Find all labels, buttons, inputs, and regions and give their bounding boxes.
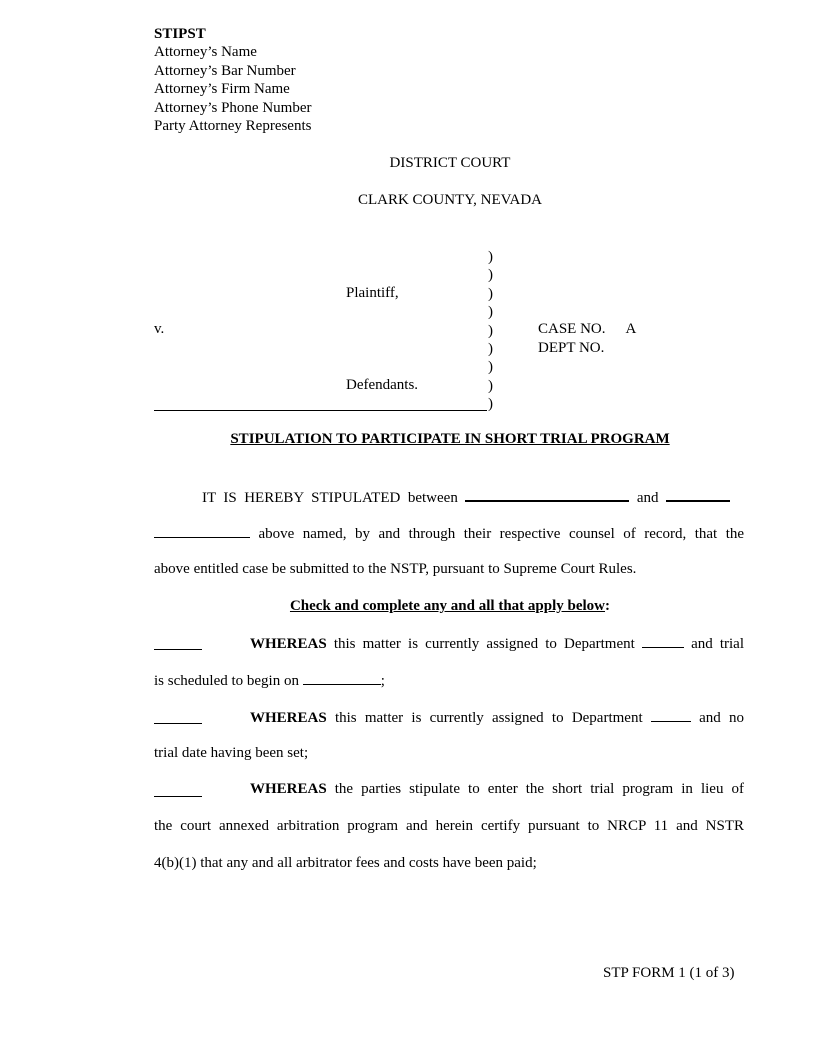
whereas-2-line-2: trial date having been set;	[154, 745, 309, 761]
case-number-prefix: A	[625, 321, 637, 337]
whereas-1-text-a: this matter is currently assigned to Department	[333, 636, 635, 652]
party-one-blank[interactable]	[465, 486, 629, 502]
caption-paren: )	[488, 267, 493, 284]
attorney-phone-number-field[interactable]: Attorney’s Phone Number	[154, 99, 312, 116]
court-county: CLARK COUNTY, NEVADA	[357, 192, 543, 208]
caption-paren: )	[488, 322, 493, 339]
stipulation-line-2-text: above named, by and through their respective counsel of record, that the	[258, 526, 745, 542]
caption-paren: )	[488, 340, 493, 357]
check-heading	[0, 597, 816, 615]
whereas-1-line-2	[154, 670, 385, 690]
check-heading-text: Check and complete any and all that apply below	[289, 598, 606, 614]
stipulation-intro: IT IS HEREBY STIPULATED between	[202, 490, 458, 506]
whereas-1-line-2-text: is scheduled to begin on	[154, 673, 299, 689]
whereas-2-checkbox-blank[interactable]	[154, 723, 202, 724]
versus-label: v.	[154, 321, 165, 337]
whereas-1-checkbox-blank[interactable]	[154, 649, 202, 650]
whereas-1-trial-date-blank[interactable]	[303, 670, 381, 685]
whereas-3-line-2: the court annexed arbitration program and herein certify pursuant to NRCP 11 and NSTR	[154, 818, 744, 834]
dept-number-field[interactable]	[538, 339, 604, 357]
party-two-continued-blank[interactable]	[154, 523, 250, 538]
attorney-info-block	[154, 25, 311, 135]
caption-paren: )	[488, 285, 493, 302]
form-page-label: STP FORM 1 (1 of 3)	[603, 965, 735, 981]
whereas-2-text-a: this matter is currently assigned to Department	[334, 710, 643, 726]
caption-paren-column	[488, 248, 493, 414]
whereas-3-line-3: 4(b)(1) that any and all arbitrator fees and costs have been paid;	[154, 855, 537, 871]
party-represented-field[interactable]: Party Attorney Represents	[154, 117, 312, 134]
check-heading-colon: :	[605, 598, 611, 614]
document-code: STIPST	[154, 26, 206, 42]
stipulation-line-2	[154, 523, 744, 543]
case-number-label: CASE NO.	[538, 321, 606, 337]
stipulation-line-1	[202, 486, 730, 507]
whereas-1-text-b: and trial	[691, 636, 744, 652]
whereas-2-keyword: WHEREAS	[250, 710, 327, 726]
whereas-1-department-blank[interactable]	[642, 633, 684, 648]
caption-paren: )	[488, 304, 493, 321]
court-name: DISTRICT COURT	[389, 155, 511, 171]
whereas-3-line-1	[250, 780, 744, 798]
attorney-firm-name-field[interactable]: Attorney’s Firm Name	[154, 81, 290, 98]
caption-paren: )	[488, 249, 493, 265]
whereas-3-line-1-text: the parties stipulate to enter the short trial program in lieu of	[334, 781, 745, 797]
caption-underline	[154, 410, 487, 411]
attorney-bar-number-field[interactable]: Attorney’s Bar Number	[154, 62, 296, 79]
caption-paren: )	[488, 396, 493, 413]
stipulation-and: and	[636, 490, 659, 506]
case-number-field[interactable]	[538, 320, 636, 338]
whereas-2-department-blank[interactable]	[651, 707, 691, 722]
defendants-label: Defendants.	[346, 377, 419, 393]
plaintiff-label: Plaintiff,	[346, 285, 399, 301]
whereas-1-line-1	[250, 633, 744, 653]
caption-paren: )	[488, 359, 493, 376]
whereas-3-keyword: WHEREAS	[250, 781, 327, 797]
party-two-blank[interactable]	[666, 486, 730, 502]
stipulation-line-3: above entitled case be submitted to the NSTP, pursuant to Supreme Court Rules.	[154, 561, 637, 577]
whereas-2-line-1	[250, 707, 744, 727]
attorney-name-field[interactable]: Attorney’s Name	[154, 44, 257, 61]
dept-number-label: DEPT NO.	[538, 340, 605, 356]
caption-paren: )	[488, 377, 493, 394]
whereas-2-text-b: and no	[699, 710, 745, 726]
document-title: STIPULATION TO PARTICIPATE IN SHORT TRIAL PROGRAM	[230, 431, 670, 447]
whereas-3-checkbox-blank[interactable]	[154, 796, 202, 797]
whereas-1-keyword: WHEREAS	[250, 636, 327, 652]
whereas-1-semicolon: ;	[380, 673, 385, 689]
